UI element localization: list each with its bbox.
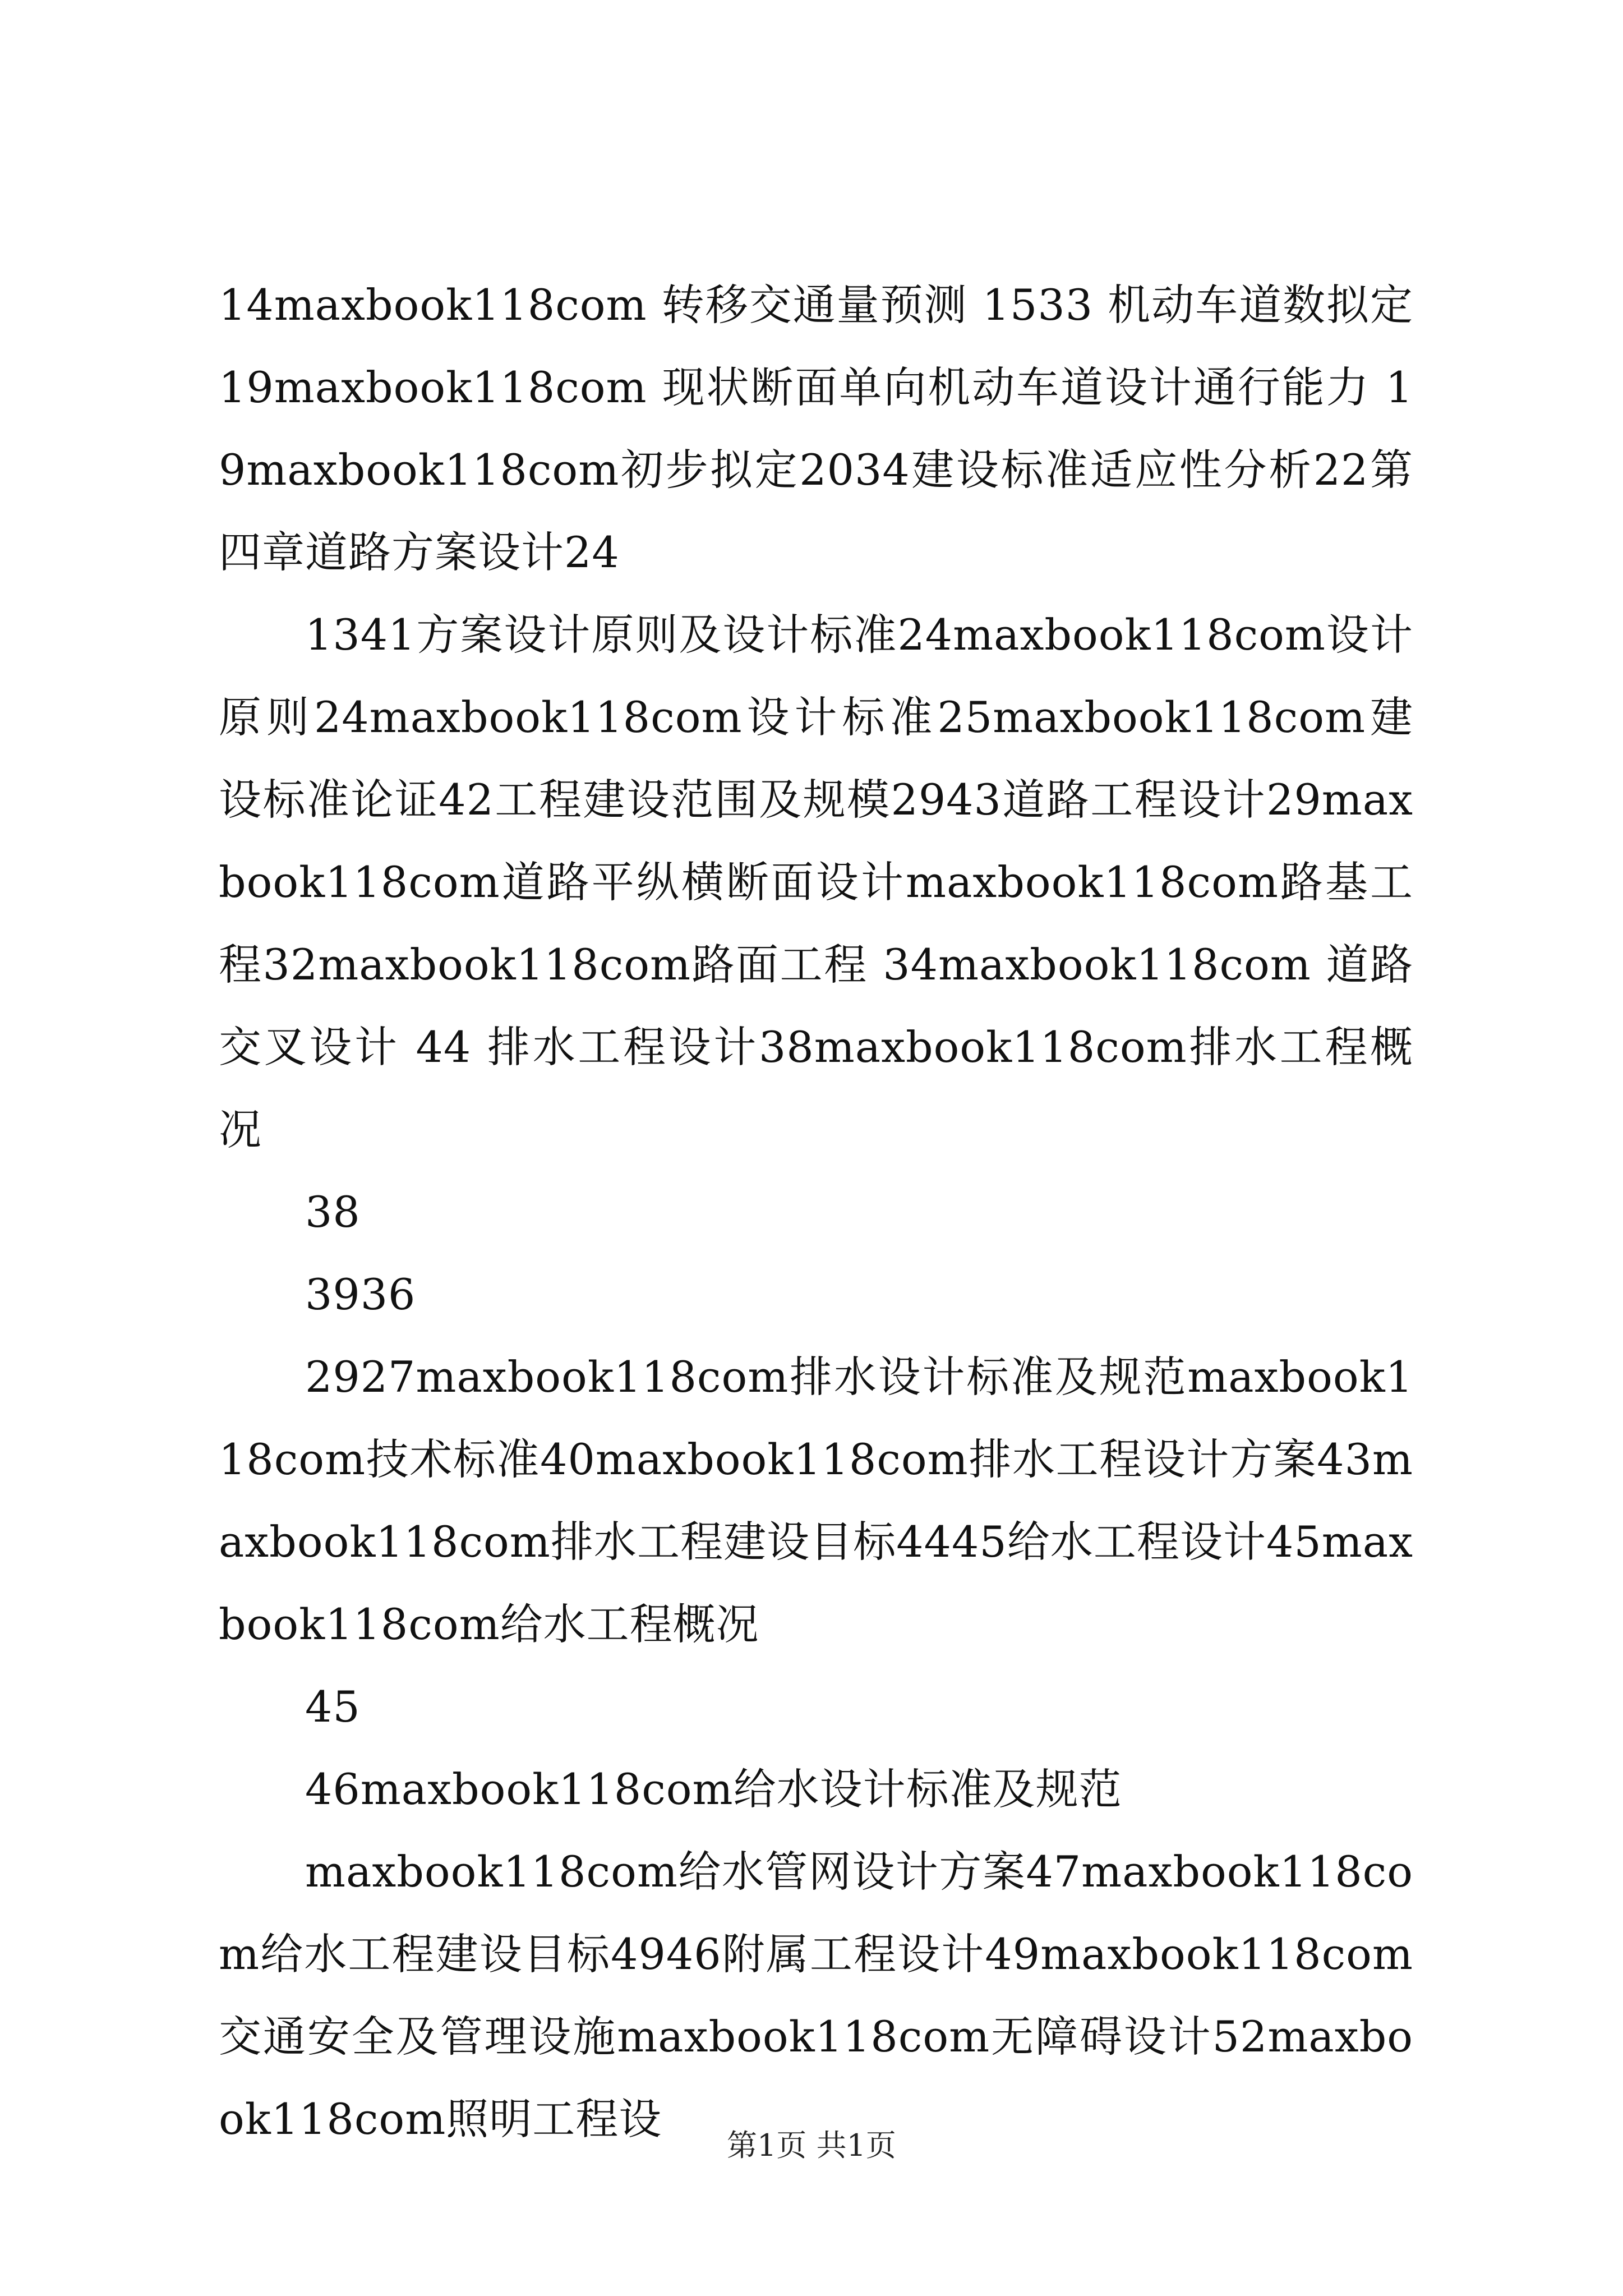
paragraph-4: 3936 <box>305 1269 416 1319</box>
page-footer: 第1页 共1页 <box>727 2128 896 2163</box>
paragraph-7: 46maxbook118com给水设计标准及规范 <box>305 1764 1122 1814</box>
paragraph-1: 14maxbook118com 转移交通量预测 1533 机动车道数拟定 19maxbook118com 现状断面单向机动车道设计通行能力 19maxbook118com初步拟定2034建设标准适应性分析22第四章道路方案设计24 <box>219 280 1413 577</box>
paragraph-2: 1341方案设计原则及设计标准24maxbook118com设计原则24maxbook118com设计标准25maxbook118com建设标准论证42工程建设范围及规模2943道路工程设计29maxbook118com道路平纵横断面设计maxbook118com路基工程32maxbook118com路面工程 34maxbook118com 道路交叉设计 44 排水工程设计38maxbook118com排水工程概况 <box>219 610 1413 1154</box>
paragraph-8: maxbook118com给水管网设计方案47maxbook118com给水工程建设目标4946附属工程设计49maxbook118com交通安全及管理设施maxbook118com无障碍设计52maxbook118com照明工程设 <box>219 1847 1413 2144</box>
paragraph-6: 45 <box>305 1682 361 1732</box>
paragraph-3: 38 <box>305 1187 361 1237</box>
document-body <box>219 264 1413 2160</box>
paragraph-5: 2927maxbook118com排水设计标准及规范maxbook118com技术标准40maxbook118com排水工程设计方案43maxbook118com排水工程建设目标4445给水工程设计45maxbook118com给水工程概况 <box>219 1352 1413 1649</box>
